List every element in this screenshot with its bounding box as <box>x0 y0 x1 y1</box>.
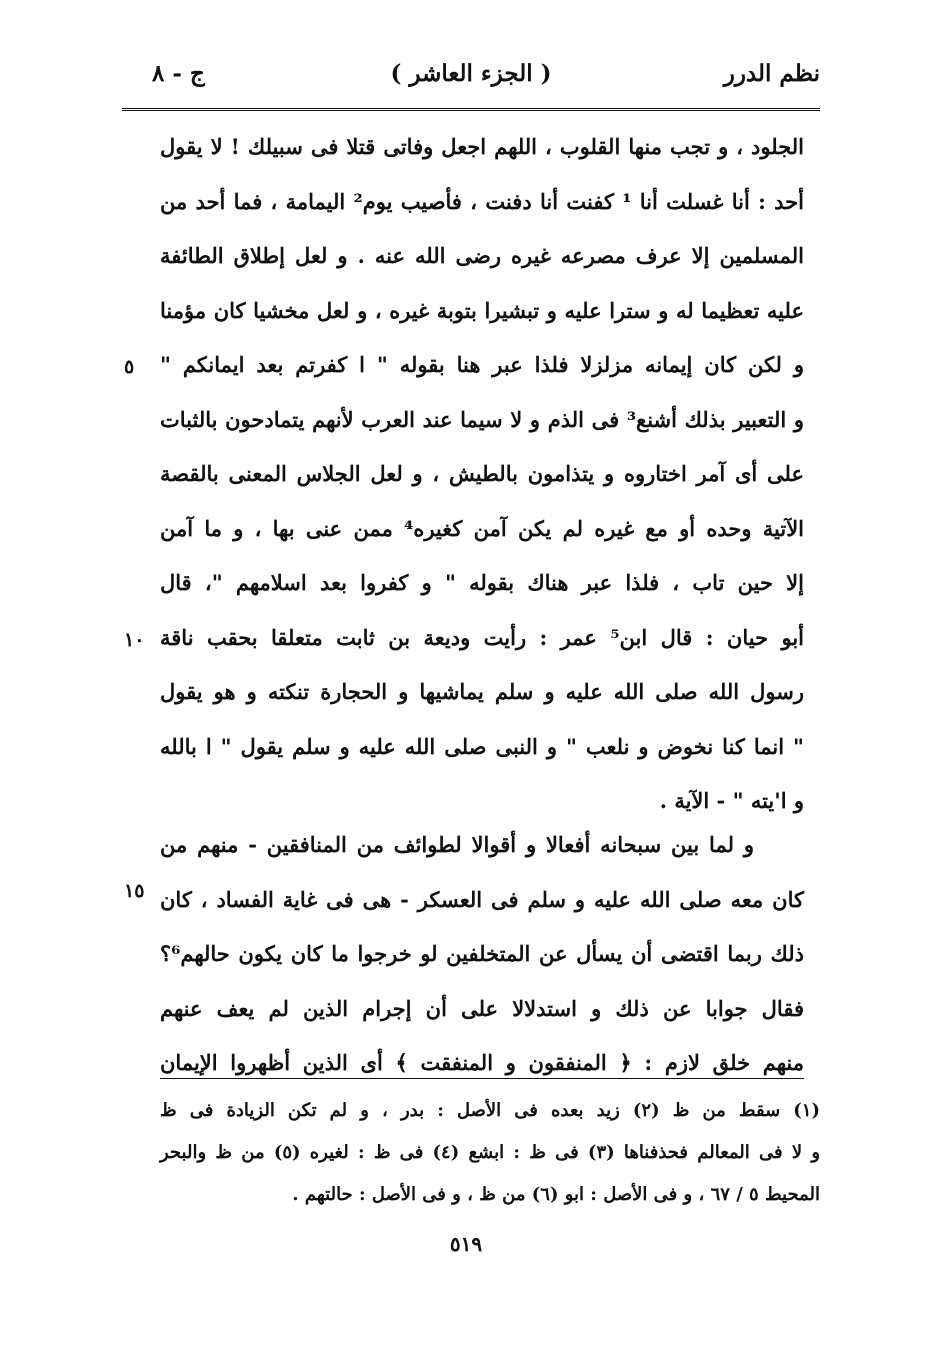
text-line: فقال جوابا عن ذلك و استدلالا على أن إجرام الذين لم يعف عنهم <box>160 995 804 1021</box>
text-line: إلا حين تاب ، فلذا عبر هناك بقوله " و كفروا بعد اسلامهم "، قال <box>160 570 804 595</box>
text-line: رسول الله صلى الله عليه و سلم يماشيها و الحجارة تنكته و هو يقول <box>160 679 804 704</box>
footnote-line: و لا فى المعالم فحذفناها (٣) فى ظ : ابشع (٤) فى ظ : لغيره (٥) من ظ والبحر <box>160 1142 821 1163</box>
footnotes <box>160 1090 820 1216</box>
book-title: نظم الدرر <box>723 60 820 87</box>
footnote-line: (١) سقط من ظ (٢) زيد بعده فى الأصل : بدر ، و لم تكن الزيادة فى ظ <box>160 1100 820 1121</box>
page-number: ٥١٩ <box>449 1232 483 1256</box>
text-line: و التعبير بذلك أشنع³ فى الذم و لا سيما عند العرب لأنهم يتمادحون بالثبات <box>160 406 804 432</box>
text-line: و ا'يته " - الآية . <box>659 788 804 813</box>
paragraph-a <box>160 120 804 829</box>
text-line: ذلك ربما اقتضى أن يسأل عن المتخلفين لو خرجوا ما كان يكون حالهم⁶؟ <box>160 941 804 966</box>
margin-line-number: ١٥ <box>124 880 145 902</box>
text-line: الآتية وحده أو مع غيره لم يكن آمن كغيره⁴ ممن عنى بها ، و ما آمن <box>160 515 805 541</box>
footnote-line: المحيط ٥ / ٦٧ ، و فى الأصل : ابو (٦) من ظ ، و فى الأصل : حالتهم . <box>292 1184 820 1205</box>
margin-line-number: ٥ <box>124 356 135 378</box>
text-line: الجلود ، و تجب منها القلوب ، اللهم اجعل وفاتى قتلا فى سبيلك ! لا يقول <box>160 134 804 159</box>
margin-line-number: ١٠ <box>124 629 145 651</box>
text-line: " انما كنا نخوض و نلعب " و النبى صلى الله عليه و سلم يقول " ا بالله <box>160 733 804 759</box>
header-rule <box>122 108 820 111</box>
footnote-rule <box>160 1078 804 1079</box>
text-line: على أى آمر اختاروه و يتذامون بالطيش ، و لعل الجلاس المعنى بالقصة <box>160 461 804 486</box>
text-line: المسلمين إلا عرف مصرعه غيره رضى الله عنه . و لعل إطلاق الطائفة <box>160 243 804 268</box>
text-line: و لما بين سبحانه أفعالا و أقوالا لطوائف من المنافقين - منهم من <box>160 832 754 857</box>
text-line: كان معه صلى الله عليه و سلم فى العسكر - هى فى غاية الفساد ، كان <box>160 886 804 912</box>
text-line: أحد : أنا غسلت أنا ¹ كفنت أنا دفنت ، فأصيب يوم² اليمامة ، فما أحد من <box>160 188 804 214</box>
text-line: و لكن كان إيمانه مزلزلا فلذا عبر هنا بقوله " ا كفرتم بعد ايمانكم " <box>160 352 804 377</box>
text-line: أبو حيان : قال ابن⁵ عمر : رأيت وديعة بن ثابت متعلقا بحقب ناقة <box>160 624 804 650</box>
text-line: منهم خلق لازم : ﴿ المنفقون و المنفقت ﴾ أى الذين أظهروا الإيمان <box>160 1050 804 1075</box>
volume-label: ج - ٨ <box>152 60 205 87</box>
page-header <box>122 58 820 102</box>
part-title: ( الجزء العاشر ) <box>390 60 552 87</box>
text-line: عليه تعظيما له و سترا عليه و تبشيرا بتوبة غيره ، و لعل مخشيا كان مؤمنا <box>160 297 804 323</box>
paragraph-b <box>160 818 804 1091</box>
